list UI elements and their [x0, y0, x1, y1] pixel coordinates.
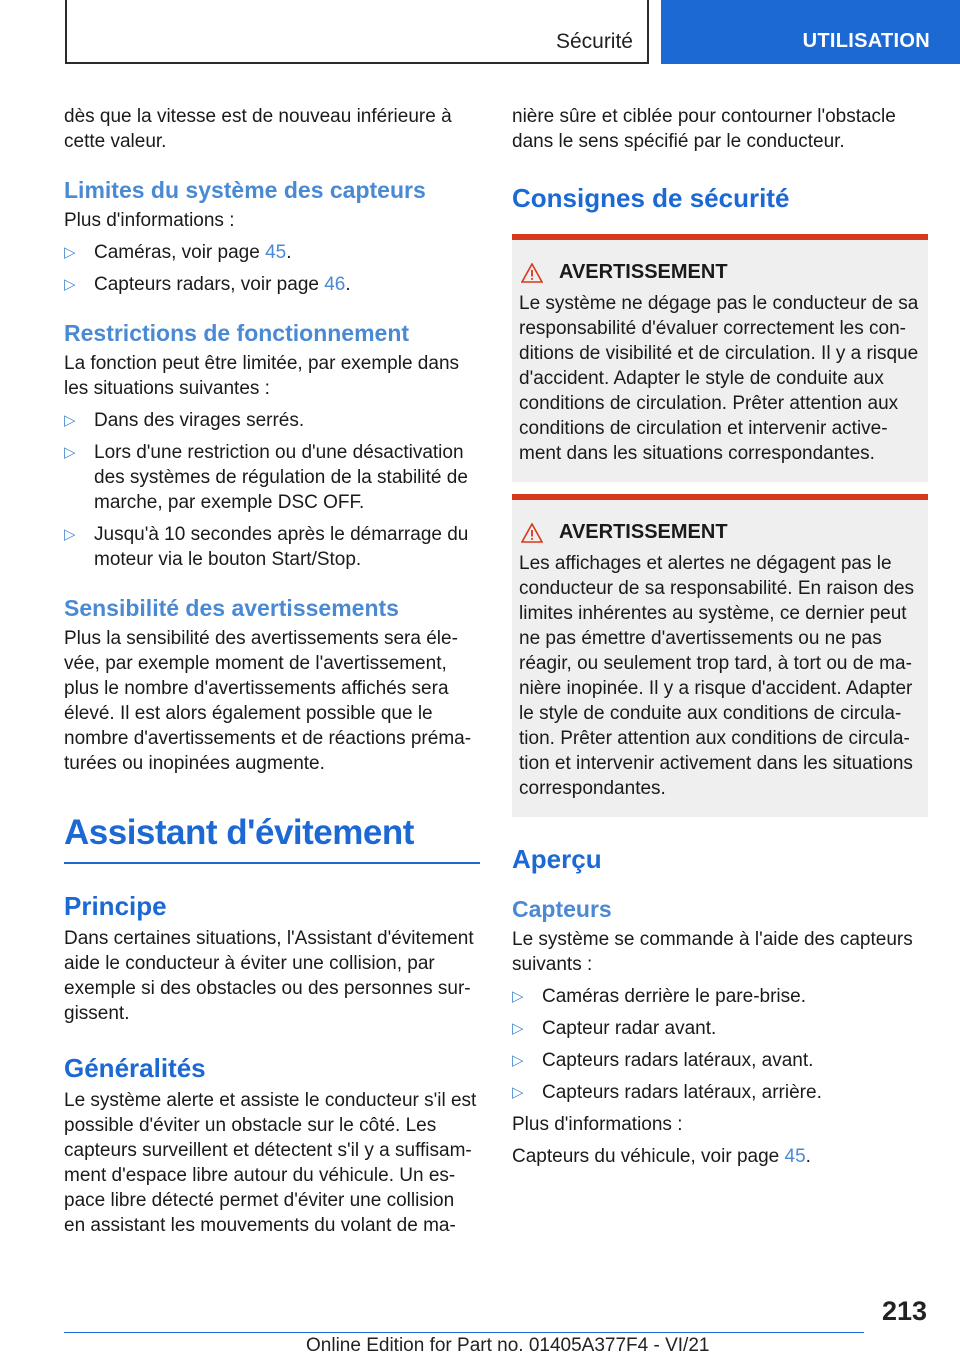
limits-lead: Plus d'informations :: [64, 210, 235, 231]
sensors-list: [512, 984, 928, 1105]
restrictions-list: [64, 408, 480, 572]
triangle-bullet-icon: ▷: [512, 988, 524, 1005]
list-item-text: Capteurs radars latéraux, arrière.: [542, 1082, 822, 1103]
list-item: [512, 984, 928, 1009]
overview-heading: Aperçu: [512, 844, 602, 874]
principle-heading: Principe: [64, 891, 167, 921]
list-item: [64, 522, 480, 572]
header-section-title: Sécurité: [555, 30, 633, 53]
warning-box: [512, 494, 928, 817]
header-section-box: [65, 0, 649, 64]
warning-label: AVERTISSEMENT: [559, 261, 728, 283]
sensitivity-heading: Sensibilité des avertissements: [64, 595, 399, 621]
warning-box: [512, 234, 928, 482]
restrictions-lead: La fonction peut être limitée, par exemple dans les situations suivantes :: [64, 353, 460, 399]
triangle-bullet-icon: ▷: [64, 526, 76, 543]
general-paragraph: Le système alerte et assiste le conducteur s'il est possible d'éviter un obstacle sur le côté. Les capteurs surveillent et détectent s'il y a suffisamment d'espace libre autour du véhicule. Un espace libre détecté permet d'éviter une collision en assistant les mouvements du volant de ma-: [64, 1090, 477, 1236]
list-item: [512, 1016, 928, 1041]
warning-text: Le système ne dégage pas le conducteur de sa responsabilité d'évaluer correctement les conditions de visibilité et de circulation. Il y a risque d'accident. Adapter le style de conduite aux conditions de circulation. Prêter attention aux conditions de circulation et intervenir activement dans les situations correspondantes.: [519, 293, 919, 464]
sensors-lead: Le système se commande à l'aide des capteurs suivants :: [512, 929, 913, 975]
list-item: [512, 1048, 928, 1073]
page-number: 213: [881, 1296, 927, 1326]
list-item-text: Capteur radar avant.: [542, 1018, 717, 1039]
right-column: [512, 104, 928, 1169]
triangle-bullet-icon: ▷: [64, 444, 76, 461]
sensors-reference-text: Capteurs du véhicule, voir page: [512, 1146, 785, 1167]
list-item: [512, 1080, 928, 1105]
sensors-reference: Capteurs du véhicule, voir page 45.: [512, 1146, 811, 1167]
footer-edition: Online Edition for Part no. 01405A377F4 - VI/21: [306, 1335, 710, 1356]
warning-triangle-icon: [521, 523, 543, 543]
page-link[interactable]: 45: [265, 242, 287, 263]
list-item-text: Jusqu'à 10 secondes après le démarrage du moteur via le bouton Start/Stop.: [94, 524, 469, 570]
header-chapter-label: UTILISATION: [802, 30, 930, 52]
limits-heading: Limites du système des capteurs: [64, 177, 426, 203]
triangle-bullet-icon: ▷: [64, 244, 76, 261]
restrictions-heading: Restrictions de fonctionnement: [64, 320, 410, 346]
continuation-paragraph: nière sûre et ciblée pour contourner l'obstacle dans le sens spécifié par le conducteur.: [512, 106, 896, 152]
warning-title: [519, 260, 921, 285]
limits-list: [64, 240, 480, 297]
triangle-bullet-icon: ▷: [512, 1084, 524, 1101]
list-item-text: Lors d'une restriction ou d'une désactivation des systèmes de régulation de la stabilité de marche, par exemple DSC OFF.: [94, 442, 468, 513]
list-item: ▷ Caméras, voir page 45.: [64, 242, 292, 263]
list-item: [64, 440, 480, 515]
general-heading: Généralités: [64, 1053, 206, 1083]
triangle-bullet-icon: ▷: [64, 276, 76, 293]
warning-triangle-icon: [521, 263, 543, 283]
sensors-more: Plus d'informations :: [512, 1114, 683, 1135]
triangle-bullet-icon: ▷: [512, 1020, 524, 1037]
warning-label: AVERTISSEMENT: [559, 521, 728, 543]
triangle-bullet-icon: ▷: [64, 412, 76, 429]
list-item: ▷ Capteurs radars, voir page 46.: [64, 274, 351, 295]
list-item-text: Caméras derrière le pare-brise.: [542, 986, 806, 1007]
page-link[interactable]: 46: [324, 274, 346, 295]
assistant-chapter-title: Assistant d'évitement: [64, 812, 480, 864]
header-chapter-tab: [661, 0, 960, 64]
list-item-text: Capteurs radars latéraux, avant.: [542, 1050, 814, 1071]
triangle-bullet-icon: ▷: [512, 1052, 524, 1069]
sensors-heading: Capteurs: [512, 896, 612, 922]
list-item-text: Dans des virages serrés.: [94, 410, 305, 431]
intro-paragraph: dès que la vitesse est de nouveau inférieure à cette valeur.: [64, 106, 452, 152]
safety-heading: Consignes de sécurité: [512, 183, 790, 213]
list-item-text: Capteurs radars, voir page: [94, 274, 325, 295]
list-item: [64, 408, 480, 433]
warning-text: Les affichages et alertes ne dégagent pas le conducteur de sa responsabilité. En raison des limites inhérentes au système, ce dernier peut ne pas émettre d'avertissements ou ne pas réagir, ou seulement trop tard, à tort ou de manière inopinée. Il y a risque d'accident. Adapter le style de conduite aux conditions de circulation. Prêter attention aux conditions de circulation et intervenir activement dans les situations correspondantes.: [519, 553, 915, 799]
left-column: [64, 104, 480, 1238]
sensitivity-paragraph: Plus la sensibilité des avertissements sera élevée, par exemple moment de l'avertissement, plus le nombre d'avertissements affichés sera élevé. Il est alors également possible que le nombre d'avertissements et de réactions prématurées ou inopinées augmente.: [64, 628, 472, 774]
principle-paragraph: Dans certaines situations, l'Assistant d'évitement aide le conducteur à éviter une collision, par exemple si des obstacles ou des personnes surgissent.: [64, 928, 474, 1024]
page-link[interactable]: 45: [784, 1146, 806, 1167]
footer-divider: [64, 1332, 864, 1333]
warning-title: [519, 520, 921, 545]
list-item-text: Caméras, voir page: [94, 242, 266, 263]
